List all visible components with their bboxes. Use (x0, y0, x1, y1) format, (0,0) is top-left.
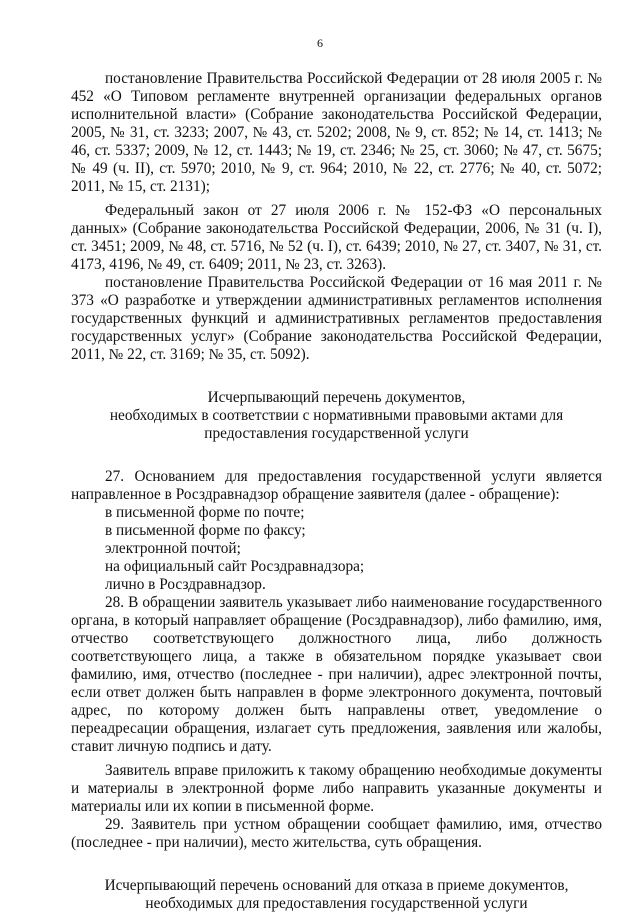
section-heading-documents (71, 389, 602, 443)
page-number: 6 (317, 36, 323, 50)
heading-line: необходимых в соответствии с нормативными правовыми актами для (109, 407, 564, 424)
paragraph-28: 28. В обращении заявитель указывает либо наименование государственного органа, в который направляет обращение (Росздравнадзор), либо фамилию, имя, отчество соответствующего должностного лица, либо должность соответствующего лица, а также в обязательном порядке указывает свои фамилию, имя, отчество (последнее - при наличии), адрес электронной почты, если ответ должен быть направлен в форме электронного документа, почтовый адрес, по которому должен быть направлены ответ, уведомление о переадресации обращения, излагает суть предложения, заявления или жалобы, ставит личную подпись и дату. (71, 594, 602, 755)
heading-line: Исчерпывающий перечень оснований для отказа в приеме документов, (104, 877, 569, 894)
list-item: в письменной форме по почте; (105, 504, 305, 521)
list-item: лично в Росздравнадзор. (105, 576, 266, 593)
paragraph-27: 27. Основанием для предоставления государственной услуги является направленное в Росздравнадзор обращение заявителя (далее - обращение): (71, 468, 602, 503)
heading-line: необходимых для предоставления государственной услуги (145, 895, 528, 912)
list-item: в письменной форме по факсу; (105, 522, 306, 539)
list-item: на официальный сайт Росздравнадзора; (105, 558, 365, 575)
heading-line: предоставления государственной услуги (204, 425, 469, 442)
paragraph-federal-law-152: Федеральный закон от 27 июля 2006 г. № 152-ФЗ «О персональных данных» (Собрание законодательства Российской Федерации, 2006, № 31 (ч. I), ст. 3451; 2009, № 48, ст. 5716, № 52 (ч. I), ст. 6439; 2010, № 27, ст. 3407, № 31, ст. 4173, 4196, № 49, ст. 6409; 2011, № 23, ст. 3263). (71, 202, 602, 273)
section-heading-refusal-grounds (71, 877, 602, 913)
paragraph-resolution-452: постановление Правительства Российской Федерации от 28 июля 2005 г. № 452 «О Типовом регламенте внутренней организации федеральных органов исполнительной власти» (Собрание законодательства Российской Федерации, 2005, № 31, ст. 3233; 2007, № 43, ст. 5202; 2008, № 9, ст. 852; № 14, ст. 1413; № 46, ст. 5337; 2009, № 12, ст. 1443; № 19, ст. 2346; № 25, ст. 3060; № 47, ст. 5675; № 49 (ч. II), ст. 5970; 2010, № 9, ст. 964; 2010, № 22, ст. 2776; № 40, ст. 5072; 2011, № 15, ст. 2131); (71, 70, 602, 195)
paragraph-28-attachments: Заявитель вправе приложить к такому обращению необходимые документы и материалы в электронной форме либо направить указанные документы и материалы или их копии в письменной форме. (71, 762, 602, 815)
document-body (71, 70, 602, 913)
paragraph-resolution-373: постановление Правительства Российской Федерации от 16 мая 2011 г. № 373 «О разработке и утверждении административных регламентов исполнения государственных функций и административных регламентов предоставления государственных услуг» (Собрание законодательства Российской Федерации, 2011, № 22, ст. 3169; № 35, ст. 5092). (71, 274, 602, 363)
list-item: электронной почтой; (105, 540, 241, 557)
paragraph-29: 29. Заявитель при устном обращении сообщает фамилию, имя, отчество (последнее - при наличии), место жительства, суть обращения. (71, 816, 602, 851)
heading-line: Исчерпывающий перечень документов, (207, 389, 466, 406)
